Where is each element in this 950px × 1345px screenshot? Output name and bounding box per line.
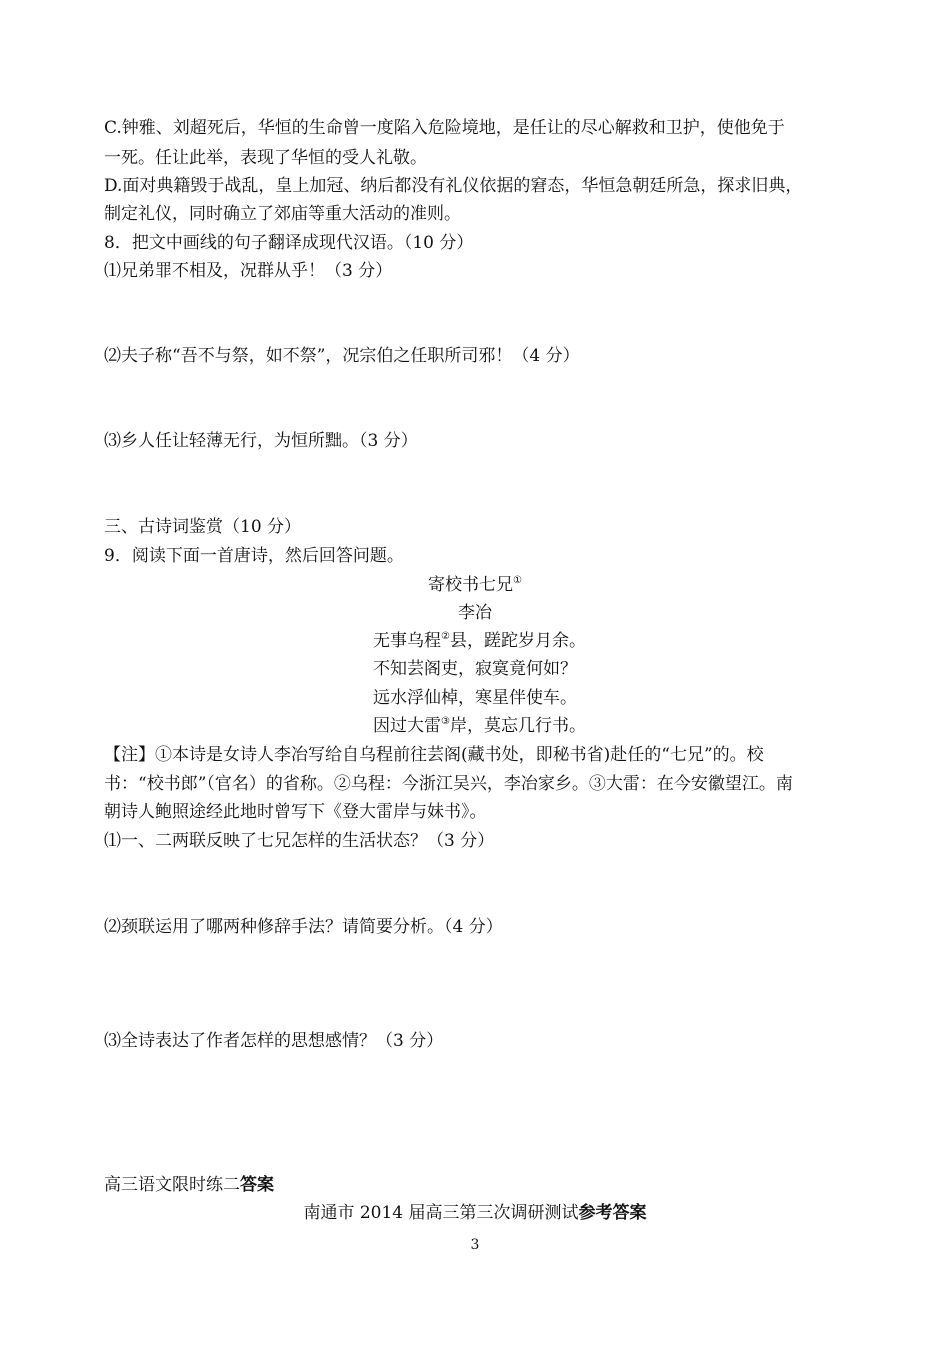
poem-line-1-note: ②: [441, 631, 450, 642]
answers-heading-bold: 答案: [240, 1175, 274, 1195]
q9-title: 9．阅读下面一首唐诗，然后回答问题。: [104, 546, 404, 566]
poem-line-4: [373, 716, 586, 736]
section-3-heading: 三、古诗词鉴赏（10 分）: [104, 517, 302, 537]
poem-notes-line2: 书：“校书郎”（官名）的省称。②乌程：今浙江吴兴，李冶家乡。③大雷：在今安徽望江。南: [104, 774, 793, 794]
poem-line-2: 不知芸阁吏，寂寞竟何如？: [373, 659, 577, 679]
poem-line-1a: 无事乌程: [373, 631, 441, 651]
q8-sentence-2: ⑵夫子称“吾不与祭，如不祭”，况宗伯之任职所司邪！（4 分）: [104, 346, 580, 366]
answers-heading-text: 高三语文限时练二: [104, 1175, 240, 1195]
poem-line-4b: 岸，莫忘几行书。: [449, 716, 586, 736]
answers-heading: [104, 1175, 274, 1195]
poem-line-4a: 因过大雷: [373, 716, 441, 736]
answers-subtitle: [0, 1203, 950, 1223]
poem-line-3: 远水浮仙棹，寒星伴使车。: [373, 688, 577, 708]
q8-sentence-1: ⑴兄弟罪不相及，况群从乎！（3 分）: [104, 261, 393, 281]
answers-subtitle-text: 南通市 2014 届高三第三次调研测试: [303, 1203, 579, 1223]
poem-title-text: 寄校书七兄: [428, 575, 514, 595]
poem-line-1b: 县，蹉跎岁月余。: [449, 631, 586, 651]
poem-line-1: [373, 631, 586, 651]
answers-subtitle-bold: 参考答案: [578, 1203, 647, 1223]
q7-option-d-line1: D.面对典籍毁于战乱，皇上加冠、纳后都没有礼仪依据的窘态，华恒急朝廷所急，探求旧典，: [104, 176, 803, 196]
q7-option-c-line1: C.钟雅、刘超死后，华恒的生命曾一度陷入危险境地，是任让的尽心解救和卫护，使他免于: [104, 118, 785, 138]
poem-notes-line3: 朝诗人鲍照途经此地时曾写下《登大雷岸与妹书》。: [104, 802, 487, 822]
poem-title: [0, 575, 950, 595]
q8-sentence-3: ⑶乡人任让轻薄无行，为恒所黜。（3 分）: [104, 431, 418, 451]
q9-sentence-1: ⑴一、二两联反映了七兄怎样的生活状态？（3 分）: [104, 831, 495, 851]
q8-title: 8．把文中画线的句子翻译成现代汉语。（10 分）: [104, 233, 474, 253]
poem-title-note: ①: [513, 575, 522, 586]
q7-option-d-line2: 制定礼仪，同时确立了郊庙等重大活动的准则。: [104, 204, 461, 224]
q9-sentence-2: ⑵颈联运用了哪两种修辞手法？请简要分析。（4 分）: [104, 917, 503, 937]
poem-author: 李冶: [458, 603, 492, 623]
q9-sentence-3: ⑶全诗表达了作者怎样的思想感情？（3 分）: [104, 1031, 444, 1051]
poem-notes-line1: 【注】①本诗是女诗人李冶写给自乌程前往芸阁(藏书处，即秘书省)赴任的“七兄”的。校: [104, 745, 764, 765]
page-number: 3: [470, 1237, 480, 1253]
q7-option-c-line2: 一死。任让此举，表现了华恒的受人礼敬。: [104, 148, 427, 168]
poem-line-4-note: ③: [441, 716, 450, 727]
